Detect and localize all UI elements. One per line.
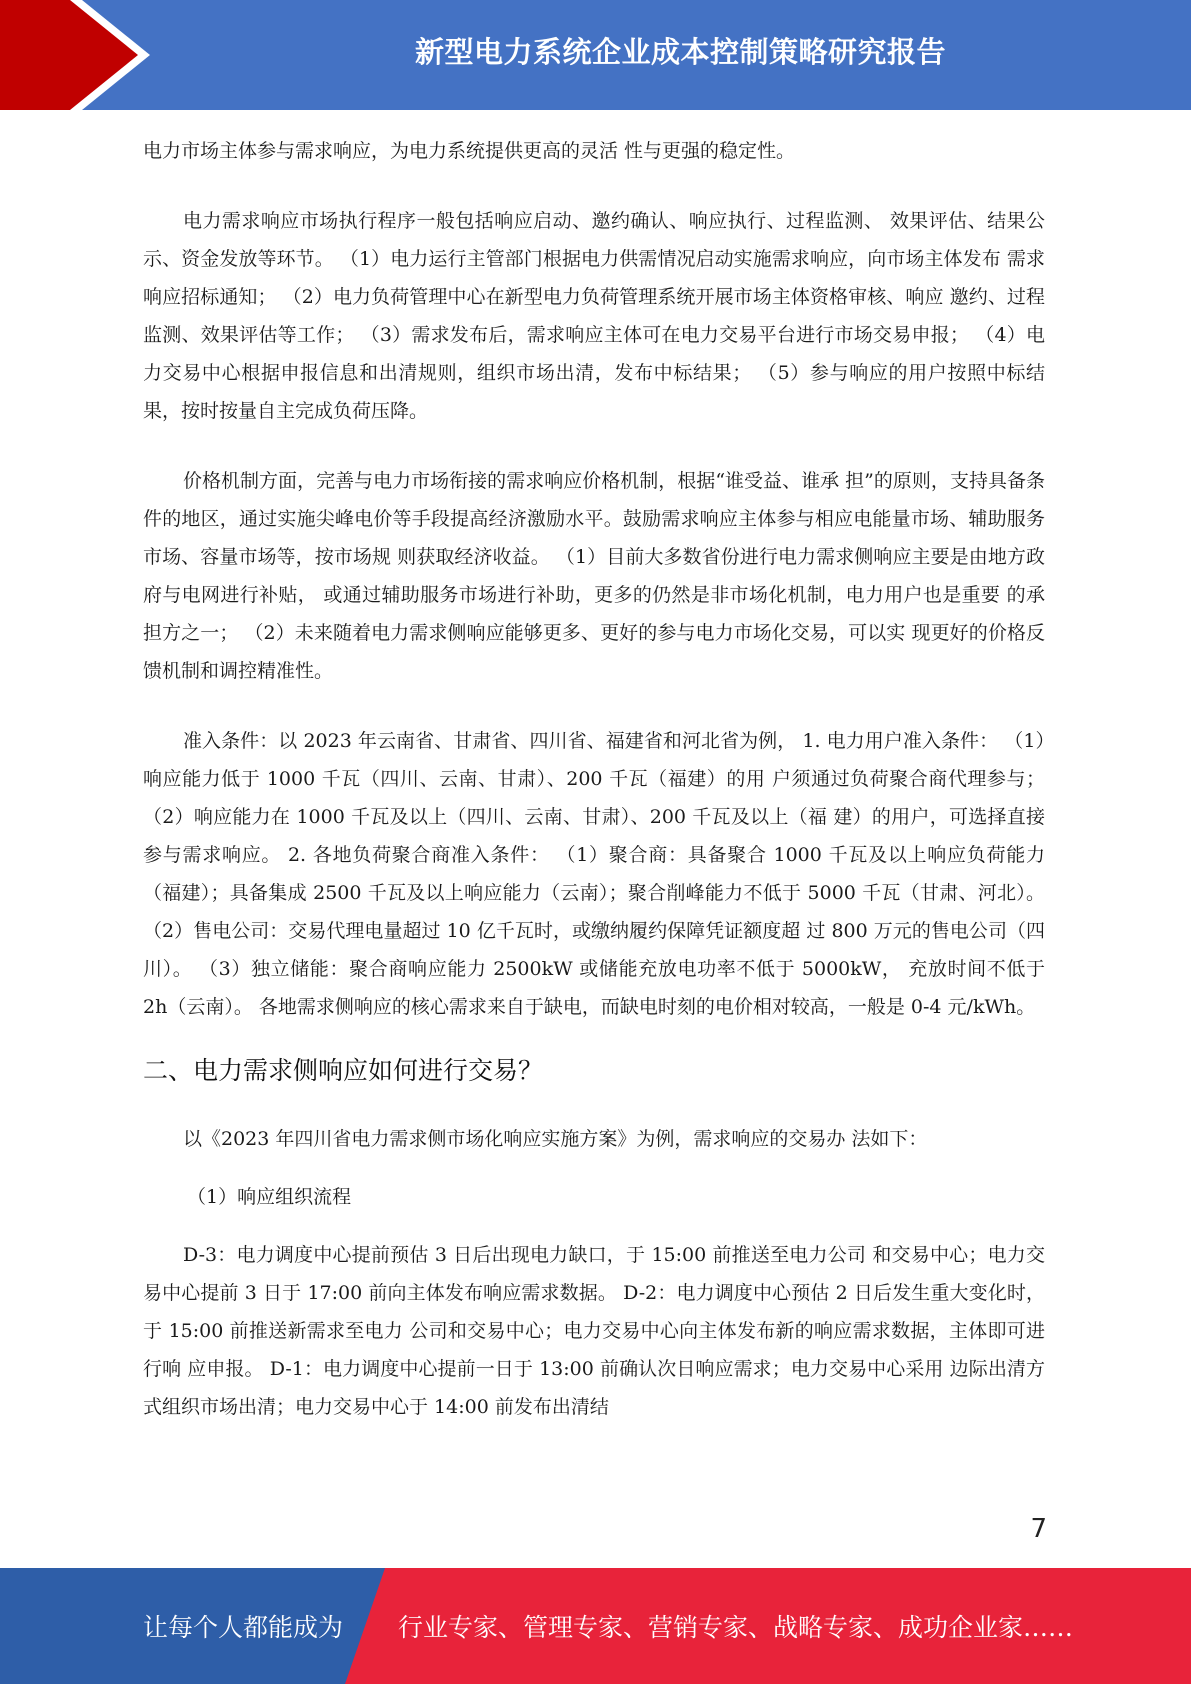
sub-heading-response-flow: （1）响应组织流程 <box>187 1186 352 1208</box>
paragraph-access-conditions: 准入条件：以 2023 年云南省、甘肃省、四川省、福建省和河北省为例， 1. 电力用户准入条件： （1）响应能力低于 1000 千瓦（四川、云南、甘肃）、200 千瓦（福建）的用 户须通过负荷聚合商代理参与； （2）响应能力在 1000 千瓦及以上（四川、云南、甘肃）、200 千瓦及以上（福 建）的用户，可选择直接参与需求响应。 2. 各地负荷聚合商准入条件： （1）聚合商：具备聚合 1000 千瓦及以上响应负荷能力（福建）；具备集成 2500 千瓦及以上响应能力（云南）；聚合削峰能力不低于 5000 千瓦（甘肃、河北）。 （2）售电公司：交易代理电量超过 10 亿千瓦时，或缴纳履约保障凭证额度超 过 800 万元的售电公司（四川）。 （3）独立储能：聚合商响应能力 2500kW 或储能充放电功率不低于 5000kW， 充放时间不低于 2h（云南）。 各地需求侧响应的核心需求来自于缺电，而缺电时刻的电价相对较高，一般是 0-4 元/kWh。 <box>143 730 1045 1018</box>
page-footer <box>0 1568 1191 1684</box>
paragraph-price-mechanism: 价格机制方面，完善与电力市场衔接的需求响应价格机制，根据“谁受益、谁承 担”的原则，支持具备条件的地区，通过实施尖峰电价等手段提高经济激励水平。鼓励需求响应主体参与相应电能量市场、辅助服务市场、容量市场等，按市场规 则获取经济收益。 （1）目前大多数省份进行电力需求侧响应主要是由地方政府与电网进行补贴， 或通过辅助服务市场进行补助，更多的仍然是非市场化机制，电力用户也是重要 的承担方之一； （2）未来随着电力需求侧响应能够更多、更好的参与电力市场化交易，可以实 现更好的价格反馈机制和调控精准性。 <box>143 470 1045 682</box>
paragraph-execution-procedure: 电力需求响应市场执行程序一般包括响应启动、邀约确认、响应执行、过程监测、 效果评估、结果公示、资金发放等环节。 （1）电力运行主管部门根据电力供需情况启动实施需求响应，向市场主体发布 需求响应招标通知； （2）电力负荷管理中心在新型电力负荷管理系统开展市场主体资格审核、响应 邀约、过程监测、效果评估等工作； （3）需求发布后，需求响应主体可在电力交易平台进行市场交易申报； （4）电力交易中心根据申报信息和出清规则，组织市场出清，发布中标结果； （5）参与响应的用户按照中标结果，按时按量自主完成负荷压降。 <box>143 210 1045 422</box>
footer-slogan-left: 让每个人都能成为 <box>143 1613 344 1642</box>
paragraph-response-timeline: D-3：电力调度中心提前预估 3 日后出现电力缺口，于 15:00 前推送至电力公司 和交易中心；电力交易中心提前 3 日于 17:00 前向主体发布响应需求数据。 D-2：电力调度中心预估 2 日后发生重大变化时，于 15:00 前推送新需求至电力 公司和交易中心；电力交易中心向主体发布新的响应需求数据，主体即可进行响 应申报。 D-1：电力调度中心提前一日于 13:00 前确认次日响应需求；电力交易中心采用 边际出清方式组织市场出清；电力交易中心于 14:00 前发布出清结 <box>143 1244 1045 1418</box>
page-header <box>0 0 1191 110</box>
paragraph-trading-method: 以《2023 年四川省电力需求侧市场化响应实施方案》为例，需求响应的交易办 法如下： <box>183 1128 928 1150</box>
section-heading: 二、电力需求侧响应如何进行交易？ <box>143 1056 544 1085</box>
header-title: 新型电力系统企业成本控制策略研究报告 <box>414 34 946 69</box>
main-content <box>143 132 1045 1426</box>
page-number: 7 <box>1030 1514 1047 1544</box>
footer-slogan-right: 行业专家、管理专家、营销专家、战略专家、成功企业家…… <box>398 1613 1074 1642</box>
paragraph-demand-response-intro: 电力市场主体参与需求响应，为电力系统提供更高的灵活 性与更强的稳定性。 <box>143 140 796 162</box>
